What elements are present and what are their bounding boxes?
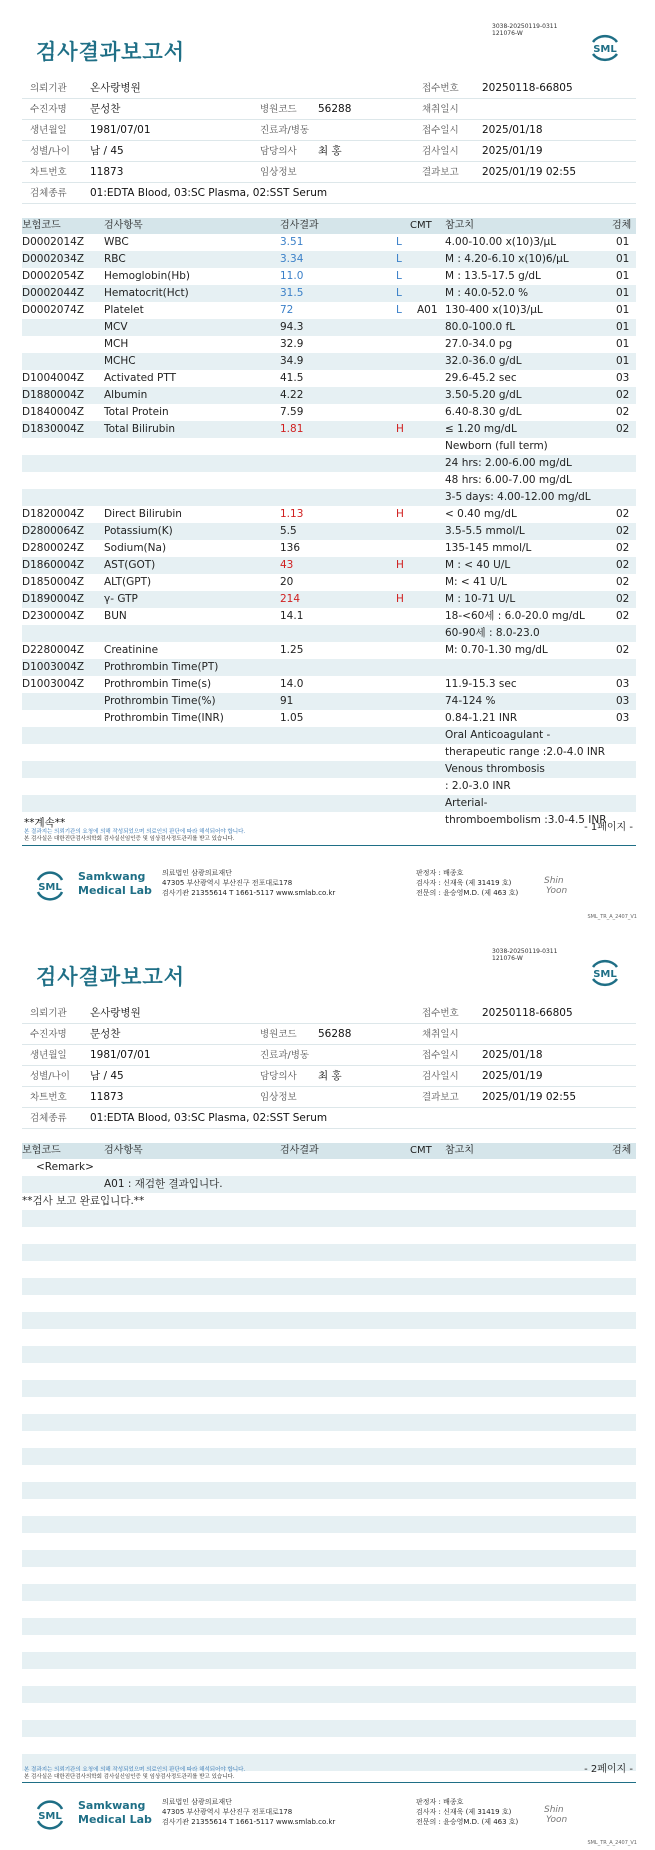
- specimen-code: 02: [616, 644, 630, 656]
- test-result: 91: [280, 695, 294, 707]
- reference-range: 80.0-100.0 fL: [445, 321, 516, 333]
- specimen-code: 03: [616, 678, 630, 690]
- svg-text:SML: SML: [593, 969, 617, 980]
- hospital-code-value: 56288: [318, 1028, 352, 1040]
- test-item: Activated PTT: [104, 372, 177, 384]
- result-flag: L: [396, 287, 402, 299]
- table-row: [22, 353, 636, 370]
- test-result: 5.5: [280, 525, 297, 537]
- footer-address: 의료법인 삼광의료재단 47305 부산광역시 부산진구 전포대로178 검사기관 21355614 T 1661-5117 www.smlab.co.kr: [162, 1798, 336, 1826]
- test-result: 20: [280, 576, 294, 588]
- patient-name-value: 문성찬: [90, 103, 121, 115]
- test-item: Platelet: [104, 304, 144, 316]
- test-item: BUN: [104, 610, 127, 622]
- specimen-code: 02: [616, 542, 630, 554]
- test-item: Total Bilirubin: [104, 423, 176, 435]
- page-number: - 1페이지 -: [584, 822, 633, 833]
- specimen-code: 02: [616, 406, 630, 418]
- table-row: [22, 795, 636, 812]
- svg-text:SML: SML: [38, 882, 62, 893]
- chart-no-value: 11873: [90, 1091, 124, 1103]
- table-row: [22, 523, 636, 540]
- result-flag: L: [396, 304, 402, 316]
- table-row: [22, 285, 636, 302]
- reference-range: 130-400 x(10)3/μL: [445, 304, 543, 316]
- table-row: [22, 608, 636, 625]
- specimen-code: 01: [616, 287, 630, 299]
- insurance-code: D2280004Z: [22, 644, 85, 656]
- empty-row: [22, 1720, 636, 1737]
- specimen-code: 02: [616, 423, 630, 435]
- remark-title-row: <Remark>: [36, 1161, 94, 1173]
- footer-brand: Samkwang Medical Lab: [78, 1799, 152, 1826]
- table-row: [22, 574, 636, 591]
- page-number: - 2페이지 -: [584, 1764, 633, 1775]
- table-row: [22, 642, 636, 659]
- reference-range: M : < 40 U/L: [445, 559, 511, 571]
- empty-row: [22, 1601, 636, 1618]
- reference-range: Venous thrombosis: [445, 763, 545, 775]
- specimen-code: 02: [616, 593, 630, 605]
- reference-range: Newborn (full term): [445, 440, 548, 452]
- insurance-code: D0002014Z: [22, 236, 85, 248]
- empty-row: [22, 1550, 636, 1567]
- table-row: [22, 676, 636, 693]
- report-date-value: 2025/01/19 02:55: [482, 166, 577, 178]
- empty-row: [22, 1737, 636, 1754]
- reference-range: 135-145 mmol/L: [445, 542, 532, 554]
- remark-line-row: A01 : 재검한 결과입니다.: [22, 1176, 636, 1193]
- reference-range: 4.00-10.00 x(10)3/μL: [445, 236, 557, 248]
- specimen-code: 01: [616, 355, 630, 367]
- empty-row: [22, 1397, 636, 1414]
- hospital-code-value: 56288: [318, 103, 352, 115]
- test-result: 31.5: [280, 287, 304, 299]
- empty-row: [22, 1567, 636, 1584]
- report-notice: 본 결과지는 의뢰기관의 요청에 의해 작성되었으며 의료인의 판단에 따라 해석되어야 합니다. 본 검사실은 대한진단검사의학회 검사실신임인증 및 임상검사정도관리를 받고 있습니다.: [24, 1767, 246, 1780]
- test-item: Total Protein: [104, 406, 169, 418]
- insurance-code: D1880004Z: [22, 389, 85, 401]
- test-item: MCH: [104, 338, 129, 350]
- continued-marker: **계속**: [24, 817, 66, 829]
- empty-row: [22, 1210, 636, 1227]
- test-item: Direct Bilirubin: [104, 508, 182, 520]
- reference-range: ≤ 1.20 mg/dL: [445, 423, 517, 435]
- empty-row: [22, 1363, 636, 1380]
- empty-row: [22, 1465, 636, 1482]
- table-row: [22, 387, 636, 404]
- reference-range: thromboembolism :3.0-4.5 INR: [445, 814, 607, 826]
- reference-range: M : 40.0-52.0 %: [445, 287, 529, 299]
- reference-range: M : 13.5-17.5 g/dL: [445, 270, 541, 282]
- reference-range: M : 10-71 U/L: [445, 593, 516, 605]
- table-row: [22, 421, 636, 438]
- results-table: [22, 1143, 636, 1788]
- table-row: [22, 455, 636, 472]
- test-result: 43: [280, 559, 294, 571]
- footer-staff: 판정자 : 배종호 검사자 : 신재욱 (제 31419 호) 전문의 : 윤승영M.D. (제 463 호): [416, 869, 519, 897]
- empty-row: [22, 1261, 636, 1278]
- specimen-value: 01:EDTA Blood, 03:SC Plasma, 02:SST Serum: [90, 187, 328, 199]
- reference-range: Arterial-: [445, 797, 488, 809]
- test-item: Prothrombin Time(%): [104, 695, 216, 707]
- table-row: [22, 659, 636, 676]
- report-page-2: [0, 925, 655, 1850]
- insurance-code: D2800064Z: [22, 525, 85, 537]
- sml-logo-icon: [588, 957, 622, 989]
- test-item: Albumin: [104, 389, 148, 401]
- table-row: [22, 506, 636, 523]
- result-flag: H: [396, 508, 404, 520]
- empty-row: [22, 1329, 636, 1346]
- institution-value: 온사랑병원: [90, 1007, 141, 1019]
- table-header: 보험코드 검사항목 검사결과 CMT 참고치 검체: [22, 1143, 636, 1159]
- footer-divider: [22, 845, 636, 846]
- svg-text:SML: SML: [593, 44, 617, 55]
- test-result: 14.1: [280, 610, 304, 622]
- test-result: 72: [280, 304, 294, 316]
- reference-range: 6.40-8.30 g/dL: [445, 406, 522, 418]
- table-row: [22, 438, 636, 455]
- remark-rows: [22, 1159, 636, 1210]
- test-result: 1.81: [280, 423, 304, 435]
- receipt-no-value: 20250118-66805: [482, 82, 573, 94]
- result-flag: L: [396, 270, 402, 282]
- test-item: Prothrombin Time(s): [104, 678, 212, 690]
- table-row: [22, 404, 636, 421]
- table-row: [22, 489, 636, 506]
- reference-range: 32.0-36.0 g/dL: [445, 355, 522, 367]
- test-item: MCV: [104, 321, 128, 333]
- empty-row: [22, 1618, 636, 1635]
- table-row: [22, 778, 636, 795]
- reference-range: 18-<60세 : 6.0-20.0 mg/dL: [445, 610, 585, 622]
- test-item: ALT(GPT): [104, 576, 152, 588]
- reference-range: 3-5 days: 4.00-12.00 mg/dL: [445, 491, 591, 503]
- empty-row: [22, 1380, 636, 1397]
- blank-rows: [22, 1210, 636, 1788]
- test-item: γ- GTP: [104, 593, 138, 605]
- empty-row: [22, 1448, 636, 1465]
- specimen-code: 01: [616, 304, 630, 316]
- empty-row: [22, 1227, 636, 1244]
- test-result: 1.05: [280, 712, 304, 724]
- results-table: [22, 218, 636, 829]
- document-number: 3038-20250119-0311 121076-W: [492, 23, 558, 37]
- test-item: Hematocrit(Hct): [104, 287, 189, 299]
- table-row: [22, 744, 636, 761]
- table-header: 보험코드 검사항목 검사결과 CMT 참고치 검체: [22, 218, 636, 234]
- insurance-code: D1860004Z: [22, 559, 85, 571]
- test-result: 11.0: [280, 270, 304, 282]
- empty-row: [22, 1516, 636, 1533]
- birth-value: 1981/07/01: [90, 124, 151, 136]
- signature-2: Yoon: [546, 886, 568, 896]
- specimen-code: 01: [616, 253, 630, 265]
- test-result: 32.9: [280, 338, 304, 350]
- test-item: WBC: [104, 236, 129, 248]
- test-result: 136: [280, 542, 301, 554]
- insurance-code: D1003004Z: [22, 678, 85, 690]
- birth-value: 1981/07/01: [90, 1049, 151, 1061]
- result-flag: H: [396, 423, 404, 435]
- test-result: 214: [280, 593, 301, 605]
- specimen-code: 02: [616, 389, 630, 401]
- receipt-date-value: 2025/01/18: [482, 1049, 543, 1061]
- insurance-code: D0002044Z: [22, 287, 85, 299]
- reference-range: 3.50-5.20 g/dL: [445, 389, 522, 401]
- empty-row: [22, 1669, 636, 1686]
- specimen-code: 01: [616, 321, 630, 333]
- test-result: 41.5: [280, 372, 304, 384]
- test-item: MCHC: [104, 355, 136, 367]
- reference-range: M : 4.20-6.10 x(10)6/μL: [445, 253, 569, 265]
- test-item: Potassium(K): [104, 525, 173, 537]
- reference-range: M: 0.70-1.30 mg/dL: [445, 644, 548, 656]
- specimen-code: 01: [616, 270, 630, 282]
- result-flag: H: [396, 593, 404, 605]
- footer-address: 의료법인 삼광의료재단 47305 부산광역시 부산진구 전포대로178 검사기관 21355614 T 1661-5117 www.smlab.co.kr: [162, 869, 336, 897]
- table-row: [22, 591, 636, 608]
- specimen-code: 03: [616, 372, 630, 384]
- insurance-code: D1820004Z: [22, 508, 85, 520]
- reference-range: 3.5-5.5 mmol/L: [445, 525, 525, 537]
- reference-range: therapeutic range :2.0-4.0 INR: [445, 746, 606, 758]
- test-result: 1.25: [280, 644, 304, 656]
- reference-range: M: < 41 U/L: [445, 576, 507, 588]
- sex-age-value: 남 / 45: [90, 145, 124, 157]
- test-item: Hemoglobin(Hb): [104, 270, 191, 282]
- empty-row: [22, 1244, 636, 1261]
- report-date-value: 2025/01/19 02:55: [482, 1091, 577, 1103]
- table-row: [22, 268, 636, 285]
- test-result: 4.22: [280, 389, 304, 401]
- table-row: [22, 319, 636, 336]
- empty-row: [22, 1482, 636, 1499]
- report-done-row: **검사 보고 완료입니다.**: [22, 1195, 145, 1207]
- table-row: [22, 472, 636, 489]
- insurance-code: D2300004Z: [22, 610, 85, 622]
- table-row: [22, 761, 636, 778]
- report-title: 검사결과보고서: [36, 40, 186, 64]
- reference-range: 60-90세 : 8.0-23.0: [445, 627, 540, 639]
- sml-logo-icon: [588, 32, 622, 64]
- sml-footer-logo-icon: [34, 1797, 66, 1831]
- result-flag: H: [396, 559, 404, 571]
- result-flag: L: [396, 253, 402, 265]
- result-comment: A01: [417, 304, 438, 316]
- table-row: [22, 336, 636, 353]
- specimen-code: 03: [616, 695, 630, 707]
- table-row: [22, 625, 636, 642]
- reference-range: Oral Anticoagulant -: [445, 729, 551, 741]
- specimen-code: 01: [616, 338, 630, 350]
- svg-text:SML: SML: [38, 1811, 62, 1822]
- table-row: [22, 540, 636, 557]
- footer-staff: 판정자 : 배종호 검사자 : 신재욱 (제 31419 호) 전문의 : 윤승영M.D. (제 463 호): [416, 1798, 519, 1826]
- sex-age-value: 남 / 45: [90, 1070, 124, 1082]
- report-title: 검사결과보고서: [36, 965, 186, 989]
- test-item: Creatinine: [104, 644, 159, 656]
- specimen-code: 02: [616, 576, 630, 588]
- specimen-code: 03: [616, 712, 630, 724]
- table-row: [22, 251, 636, 268]
- receipt-no-value: 20250118-66805: [482, 1007, 573, 1019]
- empty-row: [22, 1414, 636, 1431]
- test-result: 34.9: [280, 355, 304, 367]
- specimen-code: 02: [616, 525, 630, 537]
- empty-row: [22, 1635, 636, 1652]
- chart-no-value: 11873: [90, 166, 124, 178]
- test-date-value: 2025/01/19: [482, 1070, 543, 1082]
- table-row: [22, 234, 636, 251]
- signature-2: Yoon: [546, 1815, 568, 1825]
- doctor-value: 최 홍: [318, 1070, 342, 1082]
- insurance-code: D1830004Z: [22, 423, 85, 435]
- test-item: AST(GOT): [104, 559, 156, 571]
- patient-info: 의뢰기관 온사랑병원 접수번호 20250118-66805 수진자명 문성찬 병원코드 56288 채취일시 생년월일 1981/07/01 진료과/병동 접수일시 2025/01/18 성별/나이 남 / 45 담당의사 최 홍 검사일시 2025/01/19 차트번호 11873 임상정보 결과보고 2025/01/19 02:55 검체종류 01:EDTA Blood, 03:SC Plasma, 02:SST Serum: [22, 1003, 636, 1129]
- specimen-code: 02: [616, 559, 630, 571]
- empty-row: [22, 1584, 636, 1601]
- doctor-value: 최 홍: [318, 145, 342, 157]
- receipt-date-value: 2025/01/18: [482, 124, 543, 136]
- insurance-code: D2800024Z: [22, 542, 85, 554]
- empty-row: [22, 1346, 636, 1363]
- insurance-code: D0002054Z: [22, 270, 85, 282]
- table-row: [22, 370, 636, 387]
- empty-row: [22, 1499, 636, 1516]
- empty-row: [22, 1686, 636, 1703]
- footer-brand: Samkwang Medical Lab: [78, 870, 152, 897]
- reference-range: 0.84-1.21 INR: [445, 712, 518, 724]
- patient-info: 의뢰기관 온사랑병원 접수번호 20250118-66805 수진자명 문성찬 병원코드 56288 채취일시 생년월일 1981/07/01 진료과/병동 접수일시 2025/01/18 성별/나이 남 / 45 담당의사 최 홍 검사일시 2025/01/19 차트번호 11873 임상정보 결과보고 2025/01/19 02:55 검체종류 01:EDTA Blood, 03:SC Plasma, 02:SST Serum: [22, 78, 636, 204]
- test-result: 94.3: [280, 321, 304, 333]
- reference-range: 11.9-15.3 sec: [445, 678, 517, 690]
- specimen-code: 01: [616, 236, 630, 248]
- empty-row: [22, 1533, 636, 1550]
- test-result: 3.34: [280, 253, 304, 265]
- test-result: 1.13: [280, 508, 304, 520]
- empty-row: [22, 1295, 636, 1312]
- table-row: [22, 710, 636, 727]
- results-rows: [22, 234, 636, 829]
- footer-divider: [22, 1782, 636, 1783]
- table-row: [22, 693, 636, 710]
- report-notice: 본 결과지는 의뢰기관의 요청에 의해 작성되었으며 의료인의 판단에 따라 해석되어야 합니다. 본 검사실은 대한진단검사의학회 검사실신임인증 및 임상검사정도관리를 받고 있습니다.: [24, 829, 246, 842]
- table-row: [22, 812, 636, 829]
- test-item: RBC: [104, 253, 126, 265]
- empty-row: [22, 1312, 636, 1329]
- empty-row: [22, 1278, 636, 1295]
- institution-value: 온사랑병원: [90, 82, 141, 94]
- form-code: SML_TR_A_2407_V1: [587, 1840, 637, 1846]
- insurance-code: D1850004Z: [22, 576, 85, 588]
- test-date-value: 2025/01/19: [482, 145, 543, 157]
- reference-range: 24 hrs: 2.00-6.00 mg/dL: [445, 457, 572, 469]
- specimen-code: 02: [616, 610, 630, 622]
- table-row: [22, 727, 636, 744]
- insurance-code: D0002074Z: [22, 304, 85, 316]
- document-number: 3038-20250119-0311 121076-W: [492, 948, 558, 962]
- empty-row: [22, 1652, 636, 1669]
- signature-1: Shin: [544, 1805, 564, 1815]
- reference-range: : 2.0-3.0 INR: [445, 780, 511, 792]
- test-item: Prothrombin Time(INR): [104, 712, 224, 724]
- sml-footer-logo-icon: [34, 868, 66, 902]
- insurance-code: D0002034Z: [22, 253, 85, 265]
- reference-range: 27.0-34.0 pg: [445, 338, 513, 350]
- signature-1: Shin: [544, 876, 564, 886]
- insurance-code: D1890004Z: [22, 593, 85, 605]
- form-code: SML_TR_A_2407_V1: [587, 914, 637, 920]
- patient-name-value: 문성찬: [90, 1028, 121, 1040]
- insurance-code: D1840004Z: [22, 406, 85, 418]
- table-row: [22, 302, 636, 319]
- test-item: Prothrombin Time(PT): [104, 661, 219, 673]
- test-result: 3.51: [280, 236, 304, 248]
- reference-range: 29.6-45.2 sec: [445, 372, 517, 384]
- insurance-code: D1004004Z: [22, 372, 85, 384]
- specimen-code: 02: [616, 508, 630, 520]
- reference-range: < 0.40 mg/dL: [445, 508, 517, 520]
- empty-row: [22, 1431, 636, 1448]
- test-item: Sodium(Na): [104, 542, 167, 554]
- result-flag: L: [396, 236, 402, 248]
- reference-range: 48 hrs: 6.00-7.00 mg/dL: [445, 474, 572, 486]
- test-result: 7.59: [280, 406, 304, 418]
- specimen-value: 01:EDTA Blood, 03:SC Plasma, 02:SST Serum: [90, 1112, 328, 1124]
- empty-row: [22, 1703, 636, 1720]
- reference-range: 74-124 %: [445, 695, 496, 707]
- table-row: [22, 557, 636, 574]
- insurance-code: D1003004Z: [22, 661, 85, 673]
- test-result: 14.0: [280, 678, 304, 690]
